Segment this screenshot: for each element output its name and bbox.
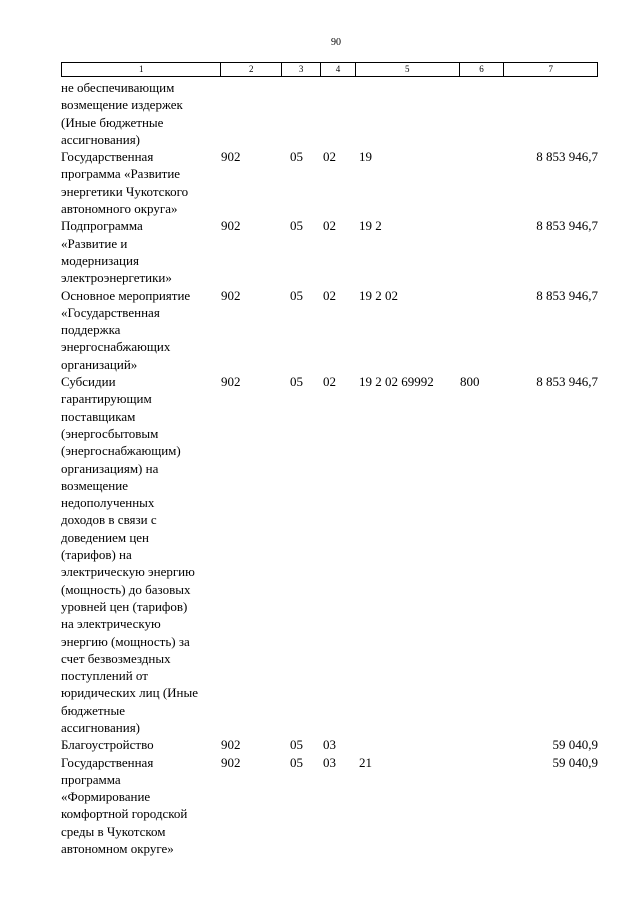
- row-pr: 02: [323, 287, 336, 303]
- row-csr: 21: [359, 754, 372, 770]
- row-ved: 902: [221, 374, 241, 390]
- row-name: не обеспечивающим возмещение издержек (Иные бюджетные ассигнования): [61, 80, 183, 147]
- header-col-2: 2: [221, 63, 282, 76]
- header-col-3: 3: [282, 63, 321, 76]
- row-csr: 19 2 02: [359, 287, 398, 303]
- table-row: [61, 287, 621, 373]
- page-number: 90: [331, 37, 341, 48]
- row-pr: 02: [323, 374, 336, 390]
- row-csr: 19 2: [359, 218, 382, 234]
- row-name: Субсидии гарантирующим поставщикам (энергосбытовым (энергоснабжающим) организациям) на возмещение недополученных доходов в связи с доведением цен (тарифов) на электрическую энергию (мощность) до базовых уровней цен (тарифов) на электрическую энергию (мощность) за счет безвозмездных поступлений от юридических лиц (Иные бюджетные ассигнования): [61, 374, 198, 735]
- header-col-1: 1: [62, 63, 221, 76]
- table-row: [61, 373, 621, 736]
- header-col-7: 7: [548, 64, 553, 74]
- row-sum: 8 853 946,7: [536, 287, 598, 303]
- row-sum: 59 040,9: [552, 737, 598, 753]
- table-row: [61, 217, 621, 286]
- row-pr: 02: [323, 149, 336, 165]
- row-rz: 05: [290, 287, 303, 303]
- row-name: Подпрограмма «Развитие и модернизация электроэнергетики»: [61, 218, 172, 286]
- row-name: Основное мероприятие «Государственная поддержка энергоснабжающих организаций»: [61, 287, 191, 372]
- budget-table: [61, 79, 621, 857]
- table-row: [61, 79, 621, 148]
- row-csr: 19 2 02 69992: [359, 374, 434, 390]
- header-col-4: 4: [321, 63, 356, 76]
- row-name: Государственная программа «Формирование комфортной городской среды в Чукотском автономном округе»: [61, 754, 188, 857]
- row-rz: 05: [290, 218, 303, 234]
- table-row: [61, 736, 621, 753]
- row-vr: 800: [460, 374, 480, 390]
- table-row: [61, 148, 621, 217]
- row-sum: 59 040,9: [552, 754, 598, 770]
- row-pr: 03: [323, 754, 336, 770]
- row-ved: 902: [221, 218, 241, 234]
- row-name: Благоустройство: [61, 737, 154, 753]
- row-sum: 8 853 946,7: [536, 218, 598, 234]
- row-rz: 05: [290, 737, 303, 753]
- row-rz: 05: [290, 374, 303, 390]
- row-rz: 05: [290, 149, 303, 165]
- row-pr: 03: [323, 737, 336, 753]
- row-ved: 902: [221, 737, 241, 753]
- table-header: [61, 62, 598, 77]
- row-pr: 02: [323, 218, 336, 234]
- row-ved: 902: [221, 754, 241, 770]
- header-col-5: 5: [356, 63, 460, 76]
- row-csr: 19: [359, 149, 372, 165]
- header-col-6: 6: [460, 63, 505, 76]
- row-sum: 8 853 946,7: [536, 149, 598, 165]
- row-rz: 05: [290, 754, 303, 770]
- row-sum: 8 853 946,7: [536, 374, 598, 390]
- row-name: Государственная программа «Развитие энергетики Чукотского автономного округа»: [61, 149, 189, 217]
- row-ved: 902: [221, 149, 241, 165]
- table-row: [61, 754, 621, 858]
- row-ved: 902: [221, 287, 241, 303]
